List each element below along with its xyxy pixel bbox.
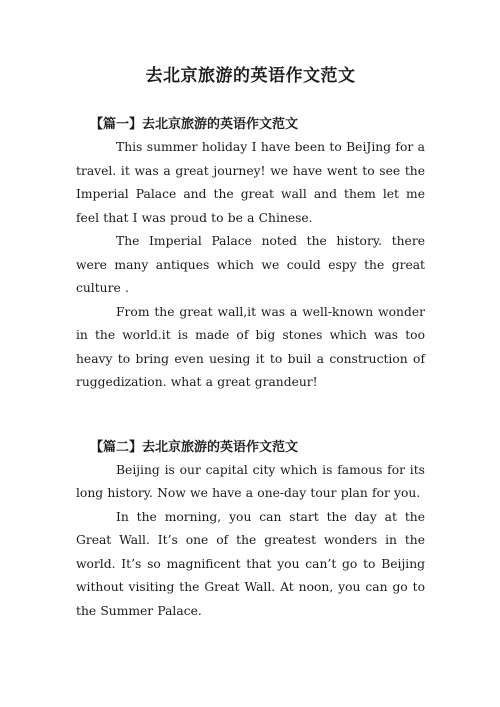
section-one-heading: 【篇一】去北京旅游的英语作文范文 xyxy=(90,117,299,132)
section-two-paragraph-2: In the morning, you can start the day at the Great Wall. It’s one of the greatest wonders in the world. It’s so magnificent that you can’t go to Beijing without visiting the Great Wall. At noon, you can go to the Summer Palace. xyxy=(76,509,425,618)
section-two-heading: 【篇二】去北京旅游的英语作文范文 xyxy=(90,439,299,455)
document-title: 去北京旅游的英语作文范文 xyxy=(145,66,356,86)
section-two-paragraph-1: Beijing is our capital city which is famous for its long history. Now we have a one-day tour plan for you. xyxy=(76,462,425,500)
section-one-paragraph-3: From the great wall,it was a well-known wonder in the world.it is made of big stones which was too heavy to bring even uesing it to buil a construction of ruggedization. what a great grandeur! xyxy=(76,304,425,389)
section-one xyxy=(76,114,425,395)
section-one-paragraph-1: This summer holiday I have been to BeiJing for a travel. it was a great journey! we have went to see the Imperial Palace and the great wall and them let me feel that I was proud to be a Chinese. xyxy=(76,140,425,225)
section-two xyxy=(76,437,425,624)
section-one-paragraph-2: The Imperial Palace noted the history. there were many antiques which we could espy the great culture . xyxy=(76,234,425,295)
